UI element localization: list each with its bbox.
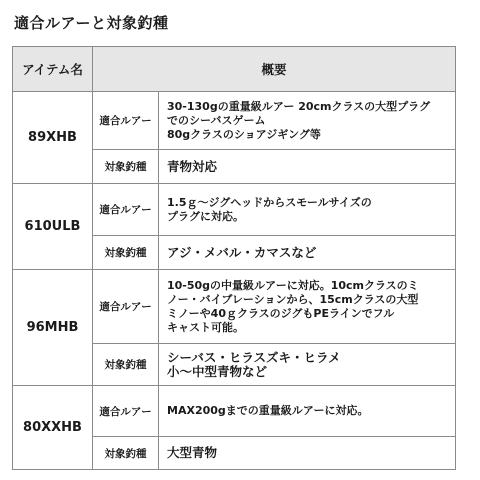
table-header-row: [13, 47, 456, 92]
lure-description: [159, 184, 456, 236]
fish-label: 対象釣種: [93, 344, 159, 386]
desc-line: MAX200gまでの重量級ルアーに対応。: [167, 404, 369, 417]
desc-line: 大型青物: [167, 445, 218, 460]
table-row: [13, 270, 456, 344]
spec-table: [12, 46, 456, 470]
table-row: [13, 184, 456, 236]
item-name: 80XXHB: [13, 386, 93, 470]
fish-label: 対象釣種: [93, 150, 159, 184]
fish-description: [159, 150, 456, 184]
table-row: [13, 386, 456, 437]
desc-line: 青物対応: [167, 158, 218, 174]
fish-description: [159, 344, 456, 386]
desc-line: シーバス・ヒラスズキ・ヒラメ: [167, 349, 341, 365]
lure-label: 適合ルアー: [93, 386, 159, 437]
desc-line: キャスト可能。: [167, 320, 244, 334]
table-row: [13, 92, 456, 150]
lure-label: 適合ルアー: [93, 92, 159, 150]
desc-line: ノー・バイブレーションから、15cmクラスの大型: [167, 292, 419, 306]
lure-description: [159, 92, 456, 150]
item-name: 610ULB: [13, 184, 93, 270]
lure-description: [159, 270, 456, 344]
desc-line: 1.5ｇ～ジグヘッドからスモールサイズの: [167, 195, 372, 209]
desc-line: 10-50gの中量級ルアーに対応。10cmクラスのミ: [167, 278, 419, 292]
header-item-name: アイテム名: [13, 47, 93, 92]
item-name: 96MHB: [13, 270, 93, 386]
desc-line: 小～中型青物など: [167, 363, 268, 379]
header-overview: 概要: [93, 47, 456, 92]
lure-label: 適合ルアー: [93, 184, 159, 236]
desc-line: でのシーバスゲーム: [167, 113, 266, 127]
fish-description: [159, 437, 456, 470]
lure-label: 適合ルアー: [93, 270, 159, 344]
desc-line: プラグに対応。: [167, 209, 244, 223]
desc-line: ミノーや40ｇクラスのジグもPEラインでフル: [167, 306, 395, 320]
desc-line: 30-130gの重量級ルアー 20cmクラスの大型プラグ: [167, 99, 431, 113]
fish-description: [159, 236, 456, 270]
desc-line: アジ・メバル・カマスなど: [167, 244, 317, 260]
fish-label: 対象釣種: [93, 437, 159, 470]
desc-line: 80gクラスのショアジギング等: [167, 127, 321, 141]
item-name: 89XHB: [13, 92, 93, 184]
page-title: 適合ルアーと対象釣種: [14, 14, 169, 32]
lure-description: [159, 386, 456, 437]
fish-label: 対象釣種: [93, 236, 159, 270]
